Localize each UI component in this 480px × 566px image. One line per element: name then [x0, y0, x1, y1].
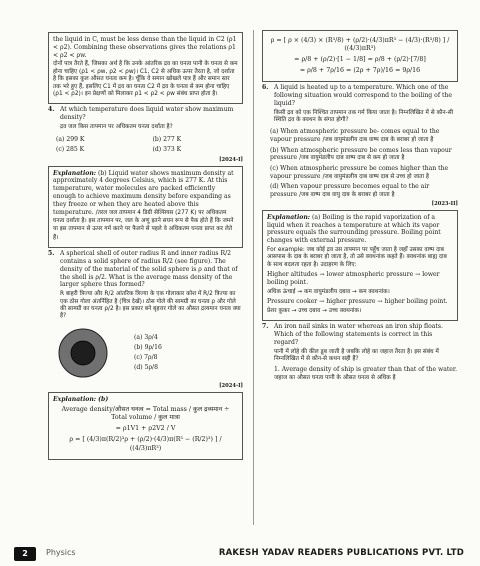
option-b-en: (b) When atmospheric pressure be comes less than vapour pressure	[270, 146, 452, 162]
calc-line-2: = ρ/8 + (ρ/2)·[1 − 1/8] = ρ/8 + (ρ/2)·[7/8]	[294, 56, 426, 64]
question-7	[262, 323, 458, 384]
question-text-en: At which temperature does liquid water show maximum density?	[60, 106, 234, 122]
formula-substitution: ρ = [ (4/3)π(R/2)³ρ + (ρ/2)·(4/3)π(R³ − (R/2)³) ] / ((4/3)πR³)	[69, 436, 222, 452]
option-d-hi: /जब वाष्प दाब वायु दाब के बराबर हो जाता है	[299, 191, 395, 198]
right-column	[262, 30, 458, 385]
option-a	[270, 128, 458, 144]
option-d: (d) 373 K	[152, 146, 182, 154]
formula-average-density: Average density/औसत घनत्व = Total mass / कुल द्रव्यमान ÷ Total volume / कुल मात्रा	[61, 406, 230, 422]
option-c	[270, 165, 458, 181]
explanation-box	[262, 210, 458, 322]
explanation-label: Explanation:	[53, 169, 97, 177]
statement-1-en: 1. Average density of ship is greater than that of the water.	[274, 365, 458, 373]
question-text-hi: किसी द्रव को एक निश्चित तापमान तक गर्म किया जाता है। निम्नलिखित में से कौन-सी स्थिति द्रव के क्वथन के संगत होगी?	[274, 109, 454, 123]
left-column	[48, 30, 243, 462]
question-text-hi: R बाहरी त्रिज्या और R/2 आंतरिक त्रिज्या के एक गोलाकार कोश में R/2 त्रिज्या का एक ठोस गोला अंतर्निहित है (चित्र देखें)। ठोस गोले की सामग्री का घनत्व ρ और गोले की सामग्री का घनत्व ρ/2 है। इस प्रकार बने बृहत्तर गोले का औसत द्रव्यमान घनत्व क्या है?	[60, 291, 241, 320]
option-b: (b) 9ρ/16	[134, 344, 162, 352]
options-list	[262, 128, 458, 199]
calc-line-1: ρ = [ ρ × (4/3) × (R³/8) + (ρ/2)·(4/3)πR³ − (4/3)·(R³/8) ] / ((4/3)πR³)	[270, 37, 450, 53]
question-4	[48, 106, 243, 248]
option-a-en: (a) When atmospheric pressure be- comes equal to the vapour pressure	[270, 128, 440, 144]
sphere-diagram-icon	[48, 325, 118, 381]
option-c-en: (c) When atmospheric pressure be comes higher than the vapour pressure	[270, 164, 449, 180]
formula-weighted: = ρ1V1 + ρ2V2 / V	[115, 425, 176, 433]
option-b: (b) 277 K	[152, 136, 182, 144]
option-d	[270, 183, 458, 199]
option-c-hi: /जब वायुमंडलीय दाब वाष्प दाब से उच्च हो जाता है	[322, 173, 429, 180]
intro-text-en: the liquid in C, must be less dense than the liquid in C2 (ρ1 < ρ2). Combining these observations gives the relations ρ1 < ρ2 < ρw.	[53, 36, 237, 59]
chain-cooker-hi: प्रेशर कुकर → उच्च दबाव → उच्च क्वथनांक।	[267, 308, 362, 315]
intro-text-hi: दोनों पात्र तैरते हैं, जिसका अर्थ है कि उनके आंतरिक द्रव का घनत्व पानी के घनत्व से कम होना चाहिए (ρ1 < ρw, ρ2 < ρw)। C1, C2 से अधिक ऊपर तैरता है, जो दर्शाता है कि इसका कुल औसत घनत्व कम है। चूँकि वे समान खोखले पात्र हैं और समान स्तर तक भरे हुए हैं, इसलिए C1 में द्रव का घनत्व C2 में द्रव के घनत्व से कम होना चाहिए (ρ1 < ρ2)। इन प्रेक्षणों को मिलाकर ρ1 < ρ2 < ρw संबंध प्राप्त होता है।	[53, 61, 238, 98]
explanation-label: Explanation:	[267, 213, 311, 221]
explanation-text-en: (b) Liquid water shows maximum density at approximately 4 degrees Celsius, which is 277 K. At this temperature, water molecules are packed efficiently enough to achieve maximum density before expanding as they freeze or when they are heated above this temperature.	[53, 169, 234, 216]
question-text-en: An iron nail sinks in water whereas an iron ship floats. Which of the following statements is correct in this regard?	[274, 323, 443, 347]
calculation-box	[262, 30, 458, 82]
option-c: (c) 7ρ/8	[134, 353, 158, 361]
question-text-hi: द्रव जल किस तापमान पर अधिकतम घनत्व दर्शाता है?	[60, 124, 173, 131]
question-text-en: A spherical shell of outer radius R and inner radius R/2 contains a solid sphere of radius R/2 (see figure). The density of the material of the solid sphere is ρ and that of the shell is ρ/2. What is the average mass density of the larger sphere thus formed?	[60, 250, 238, 289]
question-number: 4.	[48, 106, 55, 114]
option-d: (d) 5ρ/8	[134, 363, 158, 371]
publisher-name: RAKESH YADAV READERS PUBLICATIONS PVT. LTD	[218, 548, 464, 558]
page-number: 2	[14, 547, 36, 561]
explanation-text-en: (a) Boiling is the rapid vaporization of a liquid when it reaches a temperature at which its vapor pressure equals the surrounding pressure. Boiling point changes with external pressure.	[267, 213, 441, 245]
chain-altitude-hi: अधिक ऊंचाई → कम वायुमंडलीय दबाव → कम क्वथनांक।	[267, 288, 390, 295]
exam-tag: [2024-I]	[219, 157, 243, 164]
option-a: (a) 299 K	[56, 136, 85, 144]
chain-cooker-en: Pressure cooker → higher pressure → higher boiling point.	[267, 298, 448, 306]
chain-altitude-en: Higher altitudes → lower atmospheric pressure → lower boiling point.	[267, 271, 440, 287]
statement-1-hi: जहाज का औसत घनत्व पानी के औसत घनत्व से अधिक है	[274, 375, 396, 382]
explanation-text-hi: For example: जब कोई द्रव उस तापमान पर पहुँच जाता है जहाँ उसका वाष्प दाब आसपास के दाब के बराबर हो जाता है, तो उसे क्वथनांक कहते हैं। क्वथनांक बाह्य दाब के साथ बदलता रहता है। उदाहरण के लिए:	[267, 247, 447, 268]
question-text-en: A liquid is heated up to a temperature. Which one of the following situation would correspond to the boiling of the liquid?	[274, 84, 452, 107]
question-number: 5.	[48, 250, 55, 258]
explanation-label: Explanation: (b)	[53, 395, 109, 403]
intro-box	[48, 32, 243, 104]
page-footer	[0, 541, 480, 566]
option-d-en: (d) When vapour pressure becomes equal to the air pressure	[270, 183, 430, 198]
explanation-box	[48, 392, 243, 460]
option-b-hi: /जब वायुमंडलीय दाब वाष्प दाब से कम हो जाता है	[299, 155, 405, 162]
question-number: 7.	[262, 323, 269, 331]
question-text-hi: पानी में लोहे की कील डूब जाती है जबकि लोहे का जहाज तैरता है। इस संबंध में निम्नलिखित में से कौन-से कथन सही हैं?	[274, 348, 439, 363]
option-a-hi: /जब वायुमंडलीय दाब वाष्प दाब के बराबर हो जाता है	[322, 137, 434, 144]
options-grid	[56, 135, 243, 155]
column-divider	[253, 30, 254, 525]
question-number: 6.	[262, 84, 269, 92]
exam-tag: [2024-I]	[219, 382, 243, 389]
explanation-text-hi: /तरल जल तापमान 4 डिग्री सेल्सियस (277 K) पर अधिकतम घनत्व दर्शाता है। इस तापमान पर, जल के अणु इतने सघन रूप से पैक होते हैं कि जमने या इस तापमान से ऊपर गर्म करने पर फैलने से पहले वे अधिकतम घनत्व प्राप्त कर लेते हैं।	[53, 209, 234, 241]
explanation-box	[48, 166, 243, 249]
option-b	[270, 147, 458, 163]
question-6	[262, 84, 458, 321]
subject-label: Physics	[46, 548, 76, 557]
option-a: (a) 3ρ/4	[134, 334, 158, 342]
question-5	[48, 250, 243, 459]
options-list	[126, 332, 162, 373]
option-c: (c) 285 K	[56, 146, 85, 154]
exam-tag: [2023-II]	[431, 201, 458, 208]
calc-line-3: = ρ/8 + 7ρ/16 = (2ρ + 7ρ)/16 = 9ρ/16	[299, 67, 421, 75]
